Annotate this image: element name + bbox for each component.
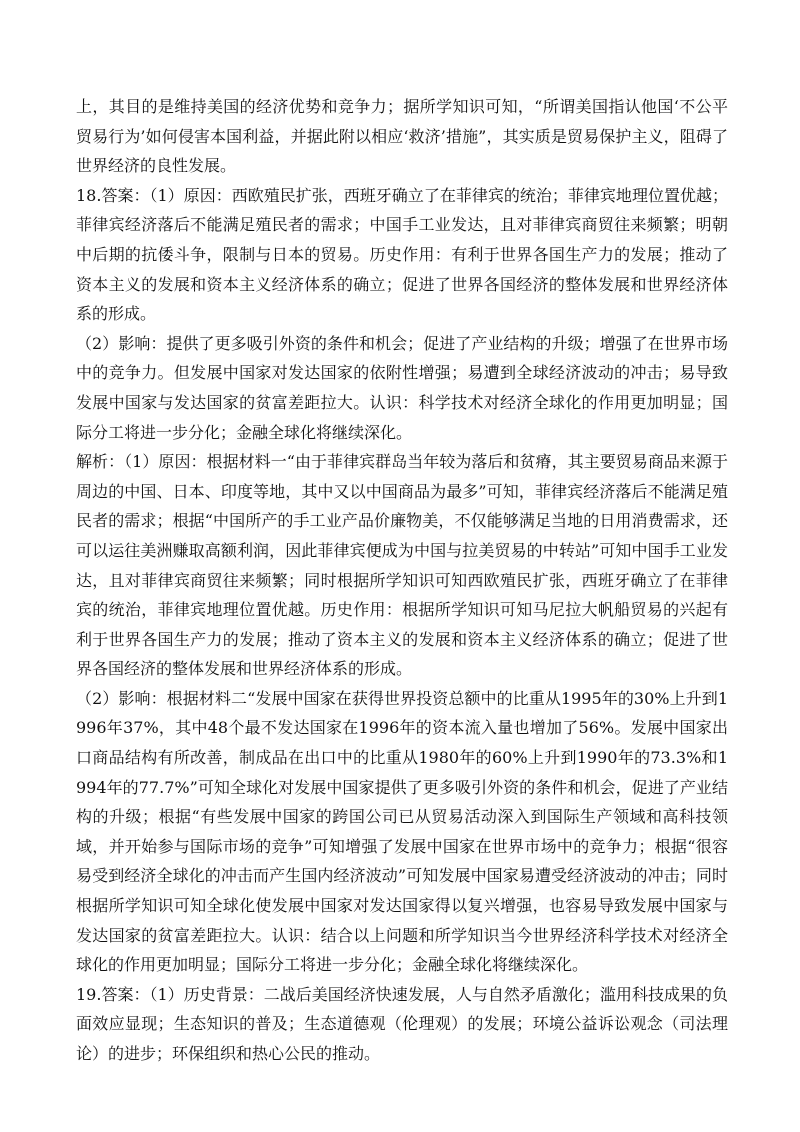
paragraph-continuation: 上，其目的是维持美国的经济优势和竞争力；据所学知识可知，“所谓美国指认他国‘不公平贸易行为’如何侵害本国利益，并据此附以相应‘救济’措施”，其实质是贸易保护主义，阻碍了世界经济的良性发展。 <box>76 97 728 176</box>
paragraph-analysis-18-part-1: 解析：（1）原因：根据材料一“由于菲律宾群岛当年较为落后和贫瘠，其主要贸易商品来源于周边的中国、日本、印度等地，其中又以中国商品为最多”可知，菲律宾经济落后不能满足殖民者的需求；根据“中国所产的手工业产品价廉物美，不仅能够满足当地的日用消费需求，还可以运往美洲赚取高额利润，因此菲律宾便成为中国与拉美贸易的中转站”可知中国手工业发达，且对菲律宾商贸往来频繁；同时根据所学知识可知西欧殖民扩张，西班牙确立了在菲律宾的统治，菲律宾地理位置优越。历史作用：根据所学知识可知马尼拉大帆船贸易的兴起有利于世界各国生产力的发展；推动了资本主义的发展和资本主义经济体系的确立；促进了世界各国经济的整体发展和世界经济体系的形成。 <box>76 452 728 679</box>
paragraph-answer-19-part-1: 19.答案：（1）历史背景：二战后美国经济快速发展，人与自然矛盾激化；滥用科技成果的负面效应显现；生态知识的普及；生态道德观（伦理观）的发展；环境公益诉讼观念（司法理论）的进步；环保组织和热心公民的推动。 <box>76 984 728 1063</box>
document-body <box>76 92 728 1069</box>
paragraph-answer-18-part-1: 18.答案：（1）原因：西欧殖民扩张，西班牙确立了在菲律宾的统治；菲律宾地理位置优越；菲律宾经济落后不能满足殖民者的需求；中国手工业发达，且对菲律宾商贸往来频繁；明朝中后期的抗倭斗争，限制与日本的贸易。历史作用：有利于世界各国生产力的发展；推动了资本主义的发展和资本主义经济体系的确立；促进了世界各国经济的整体发展和世界经济体系的形成。 <box>76 185 728 324</box>
paragraph-analysis-18-part-2: （2）影响：根据材料二“发展中国家在获得世界投资总额中的比重从1995年的30%上升到1996年37%，其中48个最不发达国家在1996年的资本流入量也增加了56%。发展中国家出口商品结构有所改善，制成品在出口中的比重从1980年的60%上升到1990年的73.3%和1994年的77.7%”可知全球化对发展中国家提供了更多吸引外资的条件和机会，促进了产业结构的升级；根据“有些发展中国家的跨国公司已从贸易活动深入到国际生产领域和高科技领域，并开始参与国际市场的竞争”可知增强了发展中国家在世界市场中的竞争力；根据“很容易受到经济全球化的冲击而产生国内经济波动”可知发展中国家易遭受经济波动的冲击；同时根据所学知识可知全球化使发展中国家对发达国家得以复兴增强，也容易导致发展中国家与发达国家的贫富差距拉大。认识：结合以上问题和所学知识当今世界经济科学技术对经济全球化的作用更加明显；国际分工将进一步分化；金融全球化将继续深化。 <box>76 688 728 975</box>
paragraph-answer-18-part-2: （2）影响：提供了更多吸引外资的条件和机会；促进了产业结构的升级；增强了在世界市场中的竞争力。但发展中国家对发达国家的依附性增强；易遭到全球经济波动的冲击；易导致发展中国家与发达国家的贫富差距拉大。认识：科学技术对经济全球化的作用更加明显；国际分工将进一步分化；金融全球化将继续深化。 <box>76 333 728 442</box>
